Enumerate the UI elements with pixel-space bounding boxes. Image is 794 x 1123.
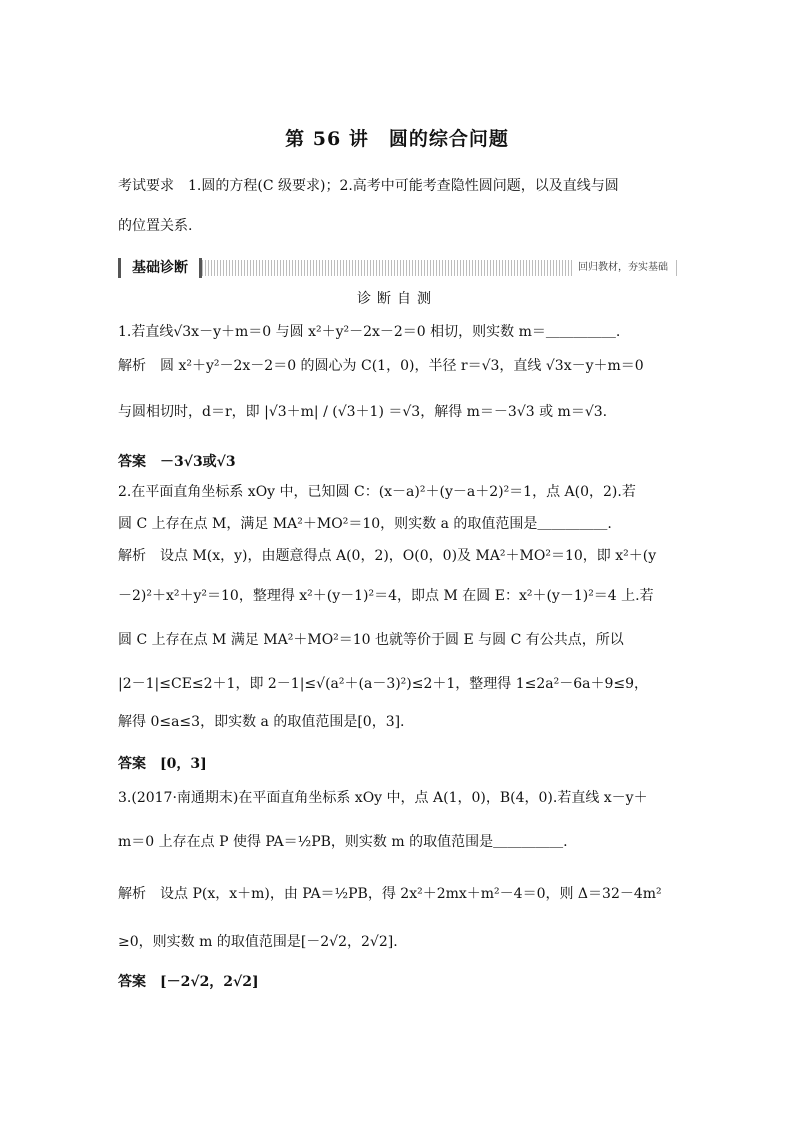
q2-answer: 答案 [0，3] xyxy=(118,756,207,772)
section-banner xyxy=(118,258,678,278)
banner-label: 基础诊断 xyxy=(118,258,202,278)
q2-question-line-1: 2.在平面直角坐标系 xOy 中，已知圆 C：(x－a)²＋(y－a＋2)²＝1，点 A(0，2).若 xyxy=(118,484,636,500)
q3-analysis-line-2: ≥0，则实数 m 的取值范围是[－2√2，2√2]. xyxy=(118,934,398,950)
banner-right-text: 回归教材，夯实基础 xyxy=(572,260,674,276)
requirements-line-2: 的位置关系. xyxy=(118,218,193,234)
q3-analysis-line-1: 解析 设点 P(x，x＋m)，由 PA＝½PB，得 2x²＋2mx＋m²－4＝0，则 Δ＝32－4m² xyxy=(118,886,662,902)
q1-analysis-line-2: 与圆相切时，d＝r，即 |√3＋m| / (√3＋1) ＝√3，解得 m＝－3√3 或 m＝√3. xyxy=(118,404,608,420)
section-heading: 诊断自测 xyxy=(357,291,437,307)
q2-question-line-2: 圆 C 上存在点 M，满足 MA²＋MO²＝10，则实数 a 的取值范围是＿＿＿＿＿. xyxy=(118,516,612,532)
q2-analysis-line-1: 解析 设点 M(x，y)，由题意得点 A(0，2)，O(0，0)及 MA²＋MO²＝10，即 x²＋(y xyxy=(118,548,657,564)
requirements-line-1: 考试要求 1.圆的方程(C 级要求)；2.高考中可能考查隐性圆问题，以及直线与圆 xyxy=(118,178,619,194)
q1-answer: 答案 －3√3或√3 xyxy=(118,454,236,470)
q2-analysis-line-2: －2)²＋x²＋y²＝10，整理得 x²＋(y－1)²＝4，即点 M 在圆 E：x²＋(y－1)²＝4 上.若 xyxy=(118,588,654,604)
q3-question-line-2: m＝0 上存在点 P 使得 PA＝½PB，则实数 m 的取值范围是＿＿＿＿＿. xyxy=(118,834,568,850)
q2-analysis-line-3: 圆 C 上存在点 M 满足 MA²＋MO²＝10 也就等价于圆 E 与圆 C 有公共点，所以 xyxy=(118,632,624,648)
q2-analysis-line-4: |2－1|≤CE≤2＋1，即 2－1|≤√(a²＋(a－3)²)≤2＋1，整理得 1≤2a²－6a＋9≤9， xyxy=(118,676,649,692)
q2-analysis-line-5: 解得 0≤a≤3，即实数 a 的取值范围是[0，3]. xyxy=(118,714,405,730)
q1-analysis-line-1: 解析 圆 x²＋y²－2x－2＝0 的圆心为 C(1，0)，半径 r＝√3，直线 √3x－y＋m＝0 xyxy=(118,358,644,374)
page-title: 第 56 讲 圆的综合问题 xyxy=(285,128,509,150)
q3-question-line-1: 3.(2017·南通期末)在平面直角坐标系 xOy 中，点 A(1，0)，B(4，0).若直线 x－y＋ xyxy=(118,790,648,806)
q1-question: 1.若直线√3x－y＋m＝0 与圆 x²＋y²－2x－2＝0 相切，则实数 m＝＿＿＿＿＿. xyxy=(118,324,621,340)
q3-answer: 答案 [－2√2，2√2] xyxy=(118,974,259,990)
